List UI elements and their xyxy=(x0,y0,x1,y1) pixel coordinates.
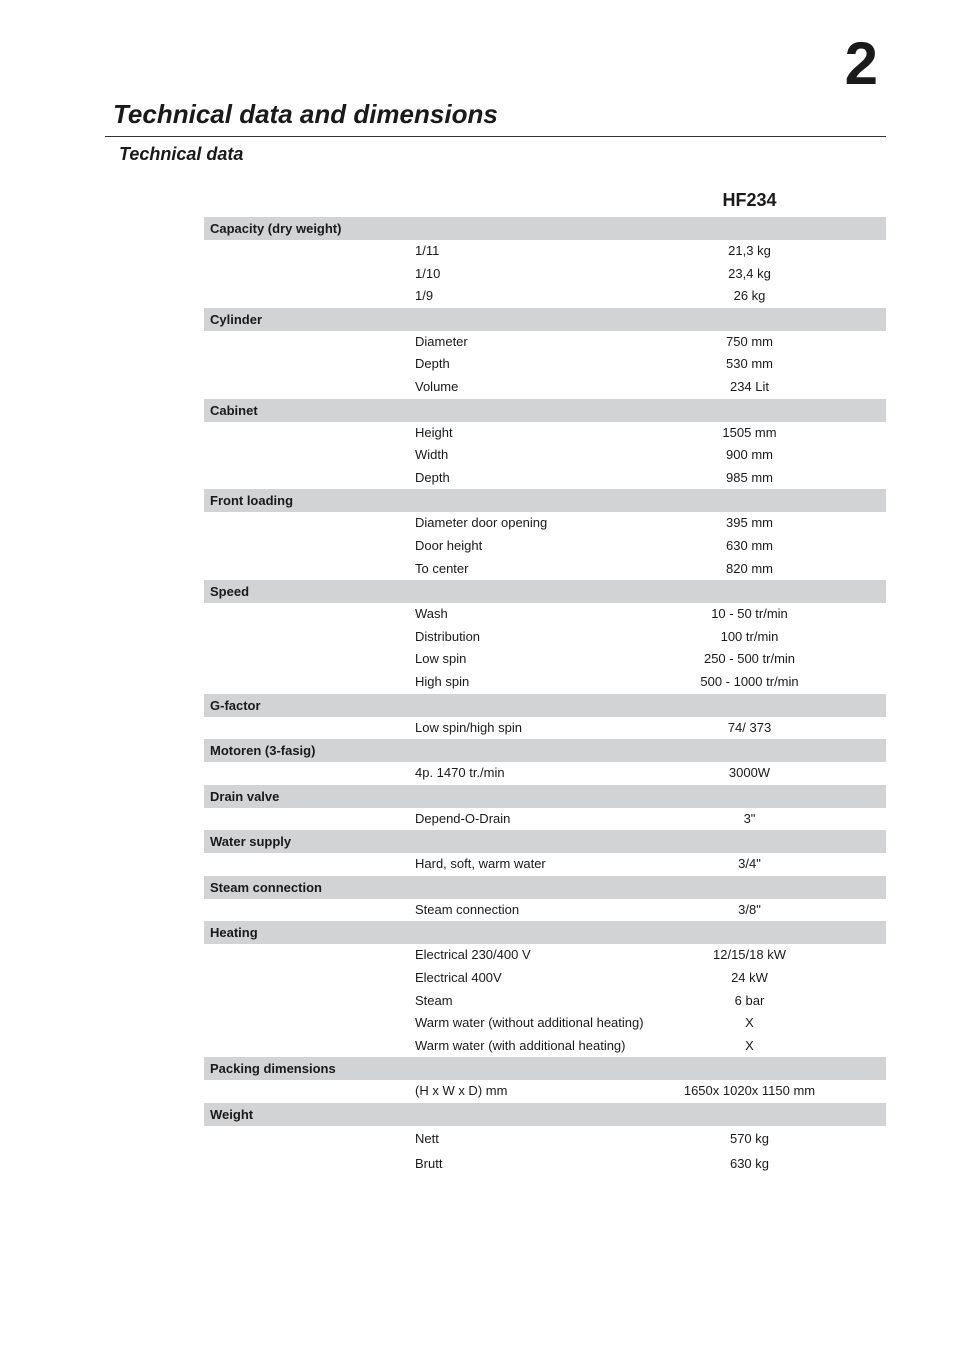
title-divider xyxy=(105,136,886,137)
table-row xyxy=(204,648,886,671)
group-header: G-factor xyxy=(204,694,886,717)
row-label: Wash xyxy=(415,606,448,622)
group-header: Packing dimensions xyxy=(204,1057,886,1080)
row-label: Nett xyxy=(415,1131,439,1147)
table-row xyxy=(204,263,886,286)
row-value: 100 tr/min xyxy=(720,628,779,644)
row-label: 4p. 1470 tr./min xyxy=(415,765,505,781)
table-row xyxy=(204,1126,886,1151)
table-row xyxy=(204,762,886,785)
model-name: HF234 xyxy=(722,190,777,210)
table-row xyxy=(204,1012,886,1035)
row-label: Volume xyxy=(415,378,459,394)
row-value: 250 - 500 tr/min xyxy=(703,651,796,667)
technical-data-table xyxy=(204,190,886,1176)
row-value: 985 mm xyxy=(726,469,773,485)
table-row xyxy=(204,603,886,626)
row-label: Brutt xyxy=(415,1156,443,1172)
group-header: Front loading xyxy=(204,489,886,512)
group-header: Drain valve xyxy=(204,785,886,808)
row-value: X xyxy=(745,1037,754,1053)
table-row xyxy=(204,853,886,876)
table-row xyxy=(204,376,886,399)
row-label: (H x W x D) mm xyxy=(415,1083,508,1099)
row-label: 1/11 xyxy=(415,243,440,258)
table-row xyxy=(204,1151,886,1176)
row-label: Diameter door opening xyxy=(415,515,548,531)
row-value: 530 mm xyxy=(726,356,773,372)
table-row xyxy=(204,331,886,354)
row-value: 750 mm xyxy=(726,333,773,349)
row-label: Electrical 400V xyxy=(415,970,502,986)
row-value: 3000W xyxy=(728,765,771,781)
row-label: Depth xyxy=(415,469,450,485)
row-label: To center xyxy=(415,560,469,576)
group-header: Cabinet xyxy=(204,399,886,422)
table-row xyxy=(204,717,886,740)
table-row xyxy=(204,535,886,558)
group-header: Weight xyxy=(204,1103,886,1126)
chapter-number: 2 xyxy=(844,30,878,97)
row-value: 1650x 1020x 1150 mm xyxy=(683,1083,816,1099)
row-value: 3/8" xyxy=(738,901,761,917)
row-value: X xyxy=(745,1015,754,1031)
row-label: High spin xyxy=(415,673,470,689)
row-value: 74/ 373 xyxy=(727,719,772,735)
row-label: Depend-O-Drain xyxy=(415,810,511,826)
table-row xyxy=(204,944,886,967)
group-header: Water supply xyxy=(204,830,886,853)
table-row xyxy=(204,422,886,445)
table-row xyxy=(204,444,886,467)
row-value: 24 kW xyxy=(731,970,768,986)
row-value: 10 - 50 tr/min xyxy=(711,606,788,622)
table-row xyxy=(204,467,886,490)
row-value: 23,4 kg xyxy=(728,265,771,281)
row-label: Distribution xyxy=(415,628,481,644)
table-row xyxy=(204,240,886,263)
row-label: 1/10 xyxy=(415,265,441,281)
row-value: 500 - 1000 tr/min xyxy=(700,673,799,689)
row-value: 395 mm xyxy=(726,515,773,531)
row-label: Width xyxy=(415,447,449,463)
table-row xyxy=(204,899,886,922)
row-value: 234 Lit xyxy=(729,378,770,394)
table-row xyxy=(204,808,886,831)
row-value: 3" xyxy=(743,810,756,826)
row-label: Depth xyxy=(415,356,450,372)
table-row xyxy=(204,626,886,649)
table-row xyxy=(204,990,886,1013)
group-header: Capacity (dry weight) xyxy=(204,217,886,240)
page-title: Technical data and dimensions xyxy=(113,99,498,129)
row-value: 820 mm xyxy=(726,560,773,576)
group-header: Heating xyxy=(204,921,886,944)
row-label: Steam xyxy=(415,992,453,1008)
row-value: 1505 mm xyxy=(722,424,777,440)
row-label: Height xyxy=(415,424,453,440)
row-label: Steam connection xyxy=(415,901,520,917)
group-header: Speed xyxy=(204,580,886,603)
row-value: 12/15/18 kW xyxy=(713,947,786,963)
row-value: 630 mm xyxy=(726,537,773,553)
table-row xyxy=(204,285,886,308)
table-row xyxy=(204,1080,886,1103)
row-value: 900 mm xyxy=(726,447,773,463)
row-value: 3/4" xyxy=(738,856,761,872)
row-value: 6 bar xyxy=(734,992,765,1008)
row-label: Diameter xyxy=(415,333,468,349)
table-row xyxy=(204,512,886,535)
row-label: Low spin xyxy=(415,651,467,667)
row-value: 570 kg xyxy=(729,1131,770,1147)
row-label: Hard, soft, warm water xyxy=(415,856,546,872)
table-row xyxy=(204,671,886,694)
table-row xyxy=(204,967,886,990)
row-value: 21,3 kg xyxy=(728,243,771,258)
row-label: Warm water (with additional heating) xyxy=(415,1037,626,1053)
table-row xyxy=(204,353,886,376)
row-label: Door height xyxy=(415,537,483,553)
group-header: Steam connection xyxy=(204,876,886,899)
model-header xyxy=(204,190,886,217)
group-header: Cylinder xyxy=(204,308,886,331)
table-row xyxy=(204,558,886,581)
row-label: Warm water (without additional heating) xyxy=(415,1015,644,1031)
section-title: Technical data xyxy=(119,144,244,164)
group-header: Motoren (3-fasig) xyxy=(204,739,886,762)
row-label: 1/9 xyxy=(415,288,434,304)
row-value: 630 kg xyxy=(729,1156,770,1172)
row-label: Electrical 230/400 V xyxy=(415,947,531,963)
row-label: Low spin/high spin xyxy=(415,719,522,735)
table-row xyxy=(204,1035,886,1058)
row-value: 26 kg xyxy=(733,288,766,304)
